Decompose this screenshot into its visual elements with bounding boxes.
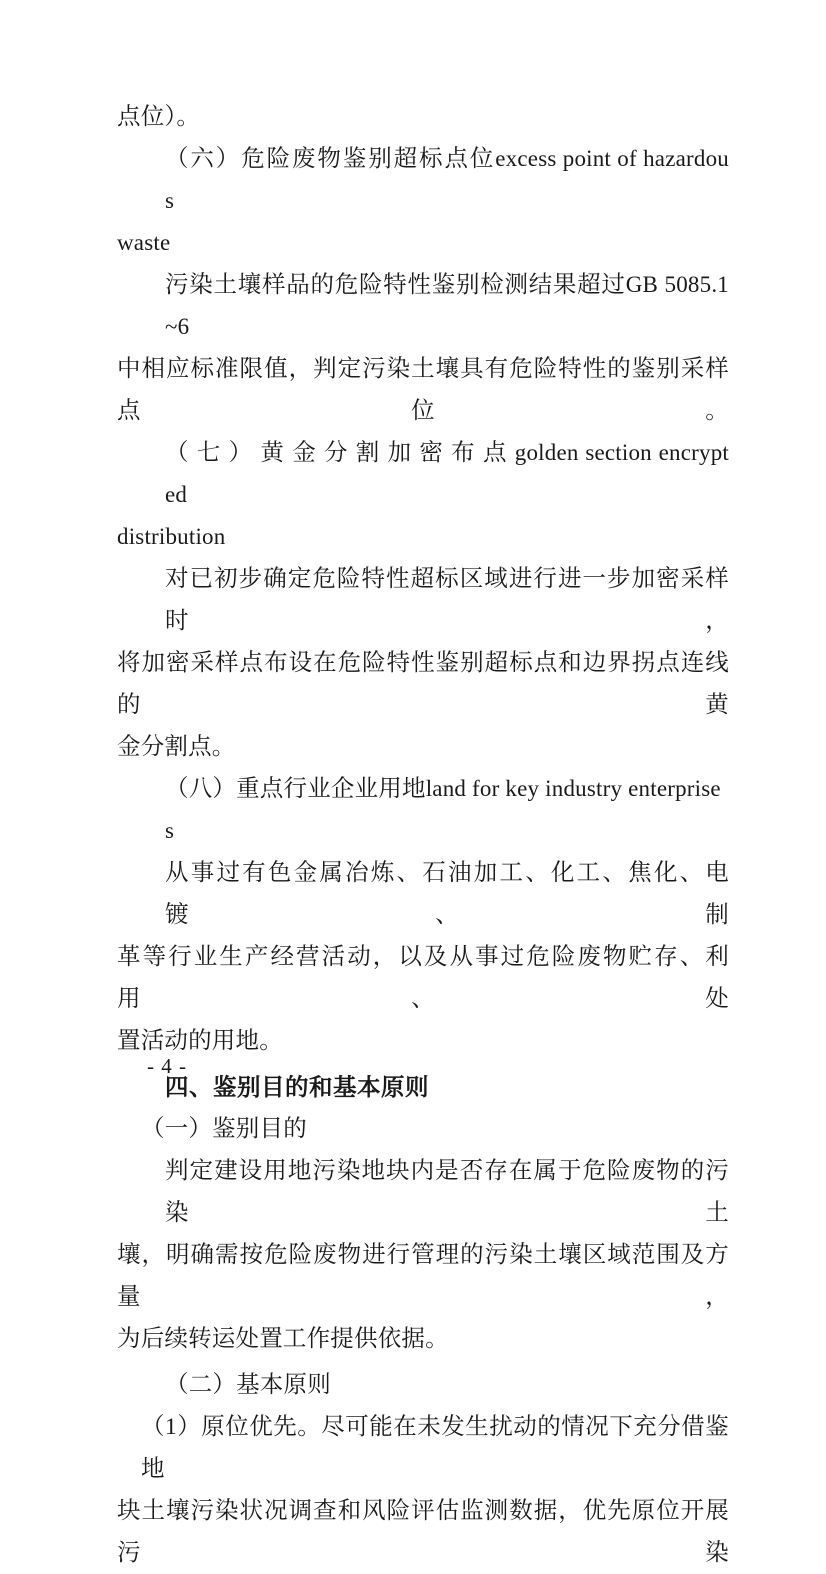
section-six-term-line (117, 138, 729, 222)
section-six-en-label-part2: waste (117, 230, 171, 255)
section-seven-en-label-part1: golden section encrypted (165, 440, 729, 507)
page-footer (117, 1054, 729, 1079)
subsection-two-item-1-line-2: 块土壤污染状况调查和风险评估监测数据，优先原位开展污染 (117, 1498, 729, 1566)
page-number: - 4 - (147, 1054, 187, 1078)
section-eight-term-line (117, 768, 729, 852)
section-seven-paragraph-line-1: 对已初步确定危险特性超标区域进行进一步加密采样时， (165, 566, 729, 634)
section-eight-paragraph-line-1: 从事过有色金属冶炼、石油加工、化工、焦化、电镀、制 (165, 860, 729, 928)
subsection-one-label: （一）鉴别目的 (141, 1116, 307, 1142)
subsection-one-paragraph-line-2: 壤，明确需按危险废物进行管理的污染土壤区域范围及方量， (117, 1242, 729, 1310)
section-six-cn-label: （六）危险废物鉴别超标点位 (165, 146, 496, 172)
section-seven-cn-label: （七）黄金分割加密布点 (165, 440, 515, 466)
section-eight-paragraph-line-3: 置活动的用地。 (117, 1028, 283, 1054)
section-seven-paragraph-line-3: 金分割点。 (117, 734, 236, 760)
paragraph-continuation-line: 点位）。 (117, 104, 201, 130)
section-seven-term-line (117, 432, 729, 516)
subsection-one-paragraph-line-3: 为后续转运处置工作提供依据。 (117, 1326, 449, 1352)
heading-section-four: 四、鉴别目的和基本原则 (165, 1074, 429, 1100)
section-six-paragraph-line-1 (117, 264, 729, 348)
subsection-two-label: （二）基本原则 (165, 1372, 331, 1398)
section-six-paragraph-line-2: 中相应标准限值，判定污染土壤具有危险特性的鉴别采样点位。 (117, 356, 729, 424)
document-text-block (117, 96, 729, 1574)
section-six-en-label-part1: excess point of hazardous (165, 146, 729, 213)
section-eight-cn-label: （八）重点行业企业用地 (165, 776, 426, 802)
section-six-paragraph-text-1: 污染土壤样品的危险特性鉴别检测结果超过 (165, 272, 626, 298)
section-eight-paragraph-line-2: 革等行业生产经营活动，以及从事过危险废物贮存、利用、处 (117, 944, 729, 1012)
section-eight-en-label: land for key industry enterprises (165, 776, 721, 843)
section-seven-paragraph-line-2: 将加密采样点布设在危险特性鉴别超标点和边界拐点连线的黄 (117, 650, 729, 718)
section-seven-en-label-part2: distribution (117, 524, 226, 549)
standard-reference-gb5085: GB 5085.1~6 (165, 272, 729, 339)
subsection-two-item-1-line-1: （1）原位优先。尽可能在未发生扰动的情况下充分借鉴地 (141, 1414, 729, 1482)
subsection-one-paragraph-line-1: 判定建设用地污染地块内是否存在属于危险废物的污染土 (165, 1158, 729, 1226)
